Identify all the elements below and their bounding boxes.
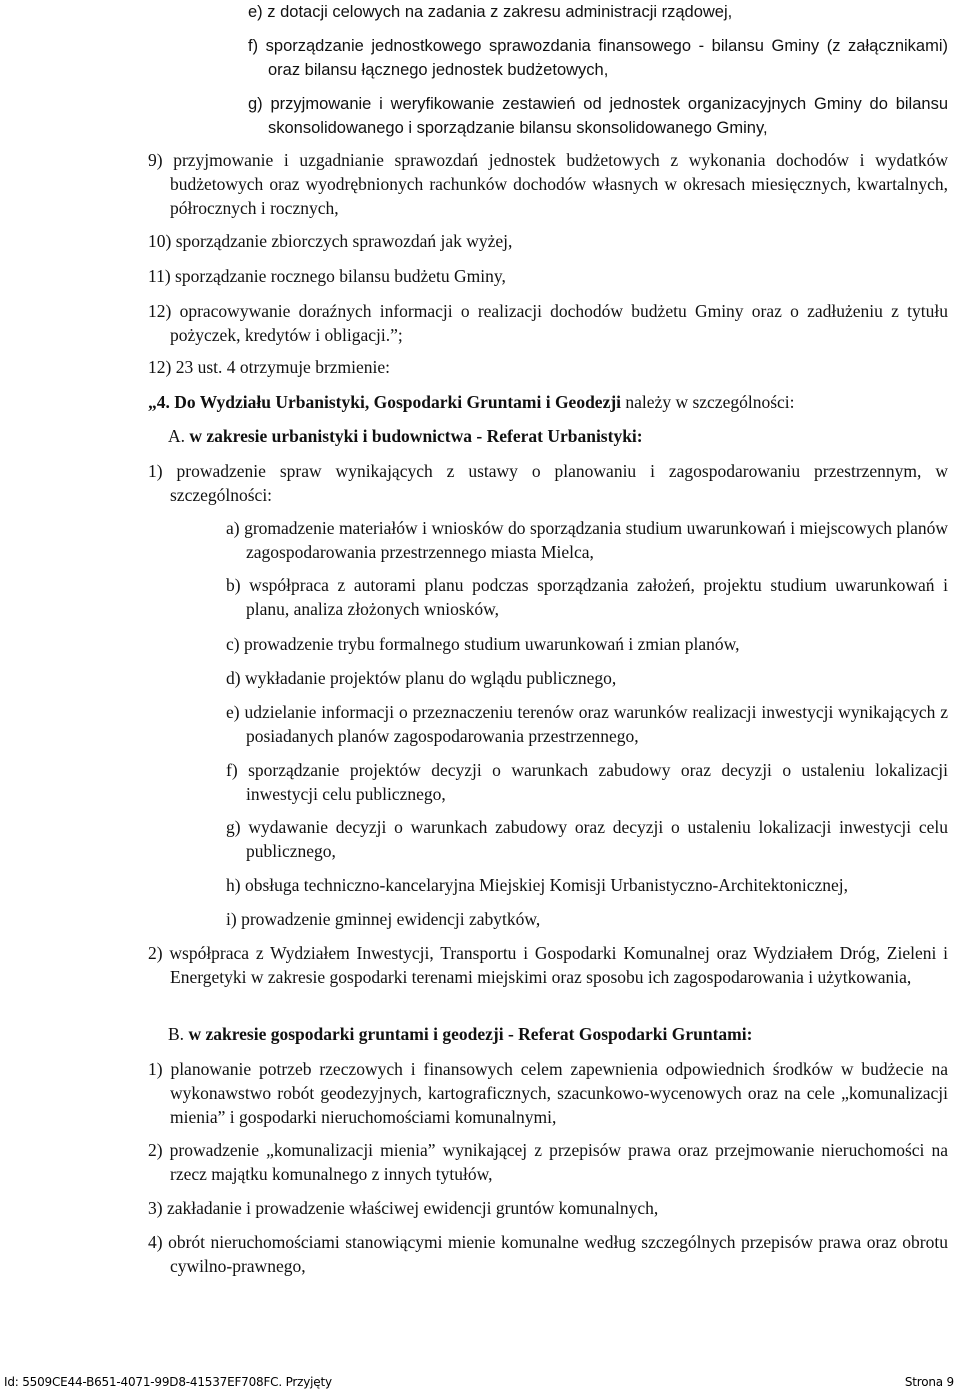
subsection-a-point-1c: c) prowadzenie trybu formalnego studium uwarunkowań i zmian planów, (226, 634, 740, 654)
section-4-title: „4. Do Wydziału Urbanistyki, Gospodarki Gruntami i Geodezji (148, 392, 622, 412)
point-11: 11) sporządzanie rocznego bilansu budżetu Gminy, (148, 266, 506, 286)
footer-document-id: Id: 5509CE44-B651-4071-99D8-41537EF708FC. Przyjęty (4, 1375, 332, 1389)
section-4-heading (148, 390, 948, 414)
subsection-a-point-1: 1) prowadzenie spraw wynikających z ustawy o planowaniu i zagospodarowaniu przestrzennym, w szczególności: (148, 461, 948, 505)
item-f: f) sporządzanie jednostkowego sprawozdania finansowego - bilansu Gminy (z załącznikami) oraz bilansu łącznego jednostek budżetowych, (248, 37, 948, 79)
subsection-a-point-1h: h) obsługa techniczno-kancelaryjna Miejskiej Komisji Urbanistyczno-Architektonicznej, (226, 875, 849, 895)
subsection-a-point-1e: e) udzielanie informacji o przeznaczeniu terenów oraz warunków realizacji inwestycji wynikających z posiadanych planów zagospodarowania przestrzennego, (226, 702, 948, 746)
subsection-b-point-3: 3) zakładanie i prowadzenie właściwej ewidencji gruntów komunalnych, (148, 1198, 659, 1218)
subsection-b-point-1: 1) planowanie potrzeb rzeczowych i finansowych celem zapewnienia odpowiednich środków w budżecie na wykonawstwo robót geodezyjnych, kartograficznych, szacunkowo-wycenowych oraz na cele „komunalizacji mienia” i gospodarki nieruchomościami komunalnymi, (148, 1059, 948, 1127)
subsection-b-point-4: 4) obrót nieruchomościami stanowiącymi mienie komunalne według szczególnych przepisów prawa oraz obrotu cywilno-prawnego, (148, 1232, 948, 1276)
footer-page-number: Strona 9 (904, 1375, 954, 1389)
subsection-b-title: w zakresie gospodarki gruntami i geodezji - Referat Gospodarki Gruntami: (188, 1024, 753, 1044)
point-10: 10) sporządzanie zbiorczych sprawozdań jak wyżej, (148, 231, 513, 251)
subsection-b-letter: B. (168, 1024, 189, 1044)
item-e: e) z dotacji celowych na zadania z zakresu administracji rządowej, (248, 3, 733, 21)
subsection-a-point-1g: g) wydawanie decyzji o warunkach zabudowy oraz decyzji o ustaleniu lokalizacji inwestycji celu publicznego, (226, 817, 948, 861)
amendment-12: 12) 23 ust. 4 otrzymuje brzmienie: (148, 357, 391, 377)
subsection-a-point-1i: i) prowadzenie gminnej ewidencji zabytków, (226, 909, 541, 929)
subsection-a-letter: A. (168, 426, 190, 446)
subsection-a-title: w zakresie urbanistyki i budownictwa - Referat Urbanistyki: (189, 426, 643, 446)
subsection-a-point-1d: d) wykładanie projektów planu do wglądu publicznego, (226, 668, 617, 688)
subsection-a-point-2: 2) współpraca z Wydziałem Inwestycji, Transportu i Gospodarki Komunalnej oraz Wydziałem Dróg, Zieleni i Energetyki w zakresie gospodarki terenami miejskimi oraz sposobu ich zagospodarowania i użytkowania, (148, 943, 948, 987)
item-g: g) przyjmowanie i weryfikowanie zestawień od jednostek organizacyjnych Gminy do bilansu skonsolidowanego i sporządzanie bilansu skonsolidowanego Gminy, (248, 95, 948, 137)
point-9: 9) przyjmowanie i uzgadnianie sprawozdań jednostek budżetowych z wykonania dochodów i wydatków budżetowych oraz wyodrębnionych rachunków dochodów własnych w okresach miesięcznych, kwartalnych, półrocznych i rocznych, (148, 150, 948, 218)
point-12: 12) opracowywanie doraźnych informacji o realizacji dochodów budżetu Gminy oraz o zadłużeniu z tytułu pożyczek, kredytów i obligacji.”; (148, 301, 948, 345)
subsection-a-point-1b: b) współpraca z autorami planu podczas sporządzania założeń, projektu studium uwarunkowań i planu, analiza złożonych wniosków, (226, 575, 948, 619)
section-4-rest: należy w szczególności: (621, 392, 795, 412)
subsection-a-heading (168, 424, 948, 448)
subsection-b-point-2: 2) prowadzenie „komunalizacji mienia” wynikającej z przepisów prawa oraz przejmowanie nieruchomości na rzecz majątku komunalnego z innych tytułów, (148, 1140, 948, 1184)
subsection-a-point-1f: f) sporządzanie projektów decyzji o warunkach zabudowy oraz decyzji o ustaleniu lokalizacji inwestycji celu publicznego, (226, 760, 948, 804)
subsection-b-heading (168, 1022, 948, 1046)
subsection-a-point-1a: a) gromadzenie materiałów i wniosków do sporządzania studium uwarunkowań i miejscowych planów zagospodarowania przestrzennego miasta Mielca, (226, 518, 948, 562)
